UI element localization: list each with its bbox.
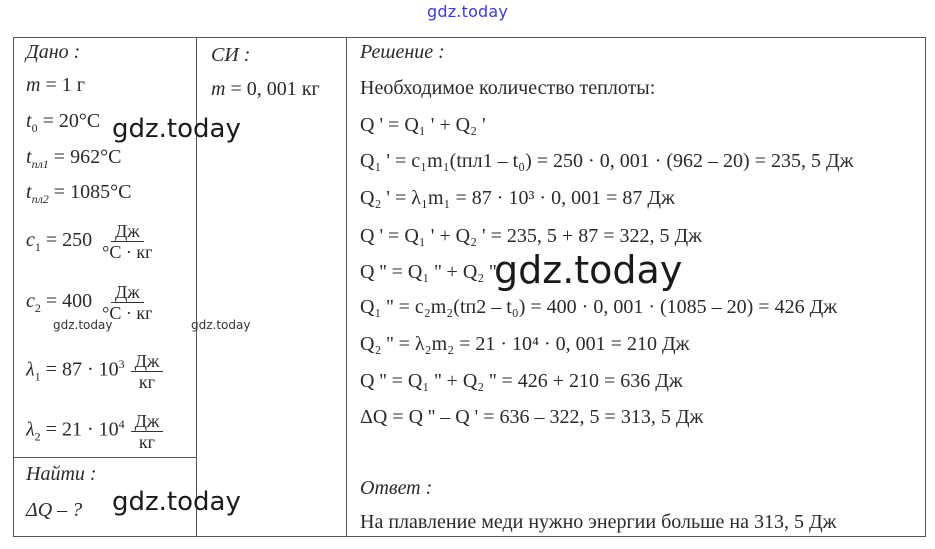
given-heading: Дано :: [26, 41, 81, 63]
solution-line-9: ΔQ = Q '' – Q ' = 636 – 322, 5 = 313, 5 Дж: [360, 406, 704, 428]
given-c2: $c_2 = 400$ $\frac{Дж}{^\circ C \cdot кг}$: [26, 277, 157, 332]
solution-line-3: Q₂ ' = λ₁m₁ = 87 · 10³ · 0, 001 = 87 Дж: [360, 187, 675, 209]
answer-heading: Ответ :: [360, 477, 433, 499]
c2-unit-fraction: $\frac{Дж}{^\circ C \cdot кг}$: [102, 281, 153, 323]
si-mass: m = 0, 001 кг: [211, 78, 320, 100]
given-c1: $c_1 = 250$ $\frac{Дж}{^\circ C \cdot кг}$: [26, 216, 157, 271]
answer-text: На плавление меди нужно энергии больше на 313, 5 Дж: [360, 511, 837, 533]
watermark: gdz.today: [53, 318, 113, 332]
find-heading: Найти :: [26, 463, 97, 485]
find-query: ΔQ – ?: [26, 499, 83, 521]
solution-line-2: Q₁ ' = c₁m₁(tпл1 – t₀) = 250 · 0, 001 · (962 – 20) = 235, 5 Дж: [360, 150, 854, 172]
solution-line-8: Q '' = Q₁ '' + Q₂ '' = 426 + 210 = 636 Дж: [360, 370, 683, 392]
divider-given-si: [196, 37, 197, 537]
watermark: gdz.today: [494, 248, 683, 292]
lambda2-unit-fraction: $\frac{Дж}{кг}$: [131, 411, 164, 452]
watermark: gdz.today: [112, 114, 241, 144]
c1-unit-fraction: $\frac{Дж}{^\circ C \cdot кг}$: [102, 220, 153, 262]
divider-si-solution: [346, 37, 347, 537]
given-t0: $t_0 = 20^\circ C$: [26, 110, 101, 135]
given-lambda1: $\lambda_1 = 87 \cdot 10^3$ $\frac{Дж}{кг}$: [26, 340, 163, 401]
lambda1-unit-fraction: $\frac{Дж}{кг}$: [131, 351, 164, 392]
site-link[interactable]: gdz.today: [427, 2, 509, 21]
solution-line-6: Q₁ '' = c₂m₂(tп2 – t₀) = 400 · 0, 001 · (1085 – 20) = 426 Дж: [360, 296, 838, 318]
si-heading: СИ :: [211, 44, 251, 66]
solution-line-7: Q₂ '' = λ₂m₂ = 21 · 10⁴ · 0, 001 = 210 Дж: [360, 333, 690, 355]
watermark: gdz.today: [191, 318, 251, 332]
solution-heading: Решение :: [360, 41, 445, 63]
solution-line-4: Q ' = Q₁ ' + Q₂ ' = 235, 5 + 87 = 322, 5 Дж: [360, 225, 702, 247]
solution-line-1: Q ' = Q₁ ' + Q₂ ': [360, 114, 486, 136]
given-tpl2: $t_{пл2} = 1085^\circ C$: [26, 181, 132, 206]
watermark: gdz.today: [112, 487, 241, 517]
given-tpl1: $t_{пл1} = 962^\circ C$: [26, 146, 122, 171]
solution-line-5: Q '' = Q₁ '' + Q₂ '': [360, 261, 497, 283]
given-mass: m = 1 г: [26, 74, 85, 96]
given-lambda2: $\lambda_2 = 21 \cdot 10^4$ $\frac{Дж}{кг}$: [26, 400, 163, 461]
solution-intro: Необходимое количество теплоты:: [360, 77, 656, 99]
